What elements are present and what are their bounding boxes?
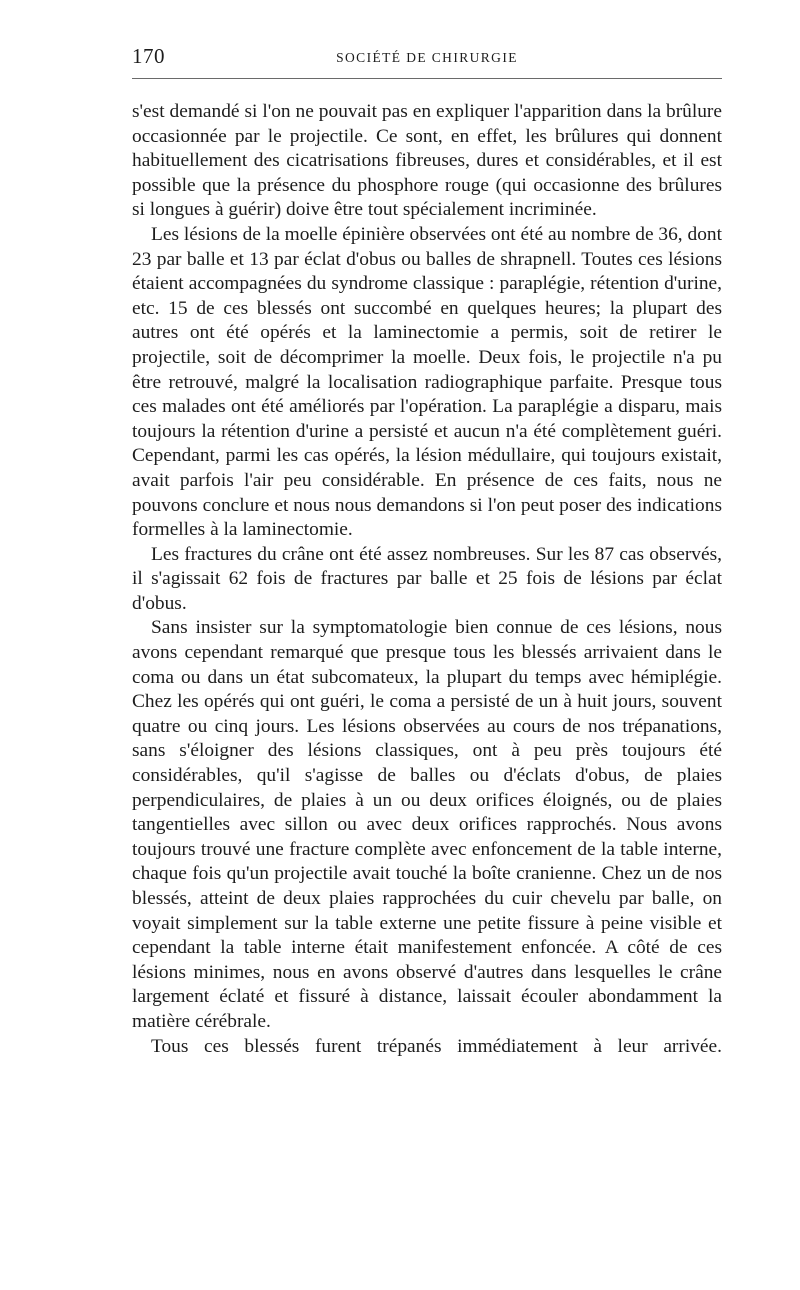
paragraph-trepanation: Tous ces blessés furent trépanés immédiatement à leur arrivée. xyxy=(151,1035,722,1057)
paragraph-symptomatology: Sans insister sur la symptomatologie bien connue de ces lésions, nous avons cependant remarqué que presque tous les blessés arrivaient dans le coma ou dans un état subcomateux, la plupart du temps avec hémiplégie. Chez les opérés qui ont guéri, le coma a persisté de un à huit jours, souvent quatre ou cinq jours. Les lésions observées au cours de nos trépanations, sans s'éloigner des lésions classiques, ont à peu près toujours été considérables, qu'il s'agisse de balles ou d'éclats d'obus, de plaies perpendiculaires, de plaies à un ou deux orifices éloignés, ou de plaies tangentielles avec sillon ou avec deux orifices rapprochés. Nous avons toujours trouvé une fracture complète avec enfoncement de la table interne, chaque fois qu'un projectile avait touché la boîte cranienne. Chez un de nos blessés, atteint de deux plaies rapprochées du cuir chevelu par balle, on voyait simplement sur la table externe une petite fissure à peine visible et cependant la table interne était manifestement enfoncée. A côté de ces lésions minimes, nous en avons observé d'autres dans lesquelles le crâne largement éclaté et fissuré à distance, laissait écouler abondamment la matière cérébrale. xyxy=(132,617,722,1032)
running-title: SOCIÉTÉ DE CHIRURGIE xyxy=(336,50,518,65)
body-text xyxy=(132,100,722,1059)
page xyxy=(132,44,722,1059)
page-number: 170 xyxy=(132,44,165,68)
page-header xyxy=(132,44,722,79)
paragraph-spinal-lesions: Les lésions de la moelle épinière observées ont été au nombre de 36, dont 23 par balle et 13 par éclat d'obus ou balles de shrapnell. Toutes ces lésions étaient accompagnées du syndrome classique : paraplégie, rétention d'urine, etc. 15 de ces blessés ont succombé en quelques heures; la plupart des autres ont été opérés et la laminectomie a permis, soit de retirer le projectile, soit de décomprimer la moelle. Deux fois, le projectile n'a pu être retrouvé, malgré la localisation radiographique parfaite. Presque tous ces malades ont été améliorés par l'opération. La paraplégie a disparu, mais toujours la rétention d'urine a persisté et aucun n'a été complètement guéri. Cependant, parmi les cas opérés, la lésion médullaire, qui toujours existait, avait parfois l'air peu considérable. En présence de ces faits, nous ne pouvons conclure et nous nous demandons si l'on peut poser des indications formelles à la laminectomie. xyxy=(132,223,722,541)
paragraph-skull-fractures: Les fractures du crâne ont été assez nombreuses. Sur les 87 cas observés, il s'agissait 62 fois de fractures par balle et 25 fois de lésions par éclat d'obus. xyxy=(132,543,722,614)
paragraph-continued: s'est demandé si l'on ne pouvait pas en expliquer l'apparition dans la brûlure occasionnée par le projectile. Ce sont, en effet, les brûlures qui donnent habituellement des cicatrisations fibreuses, dures et considérables, et il est possible que la présence du phosphore rouge (qui occasionne des brûlures si longues à guérir) doive être tout spécialement incriminée. xyxy=(132,101,722,221)
